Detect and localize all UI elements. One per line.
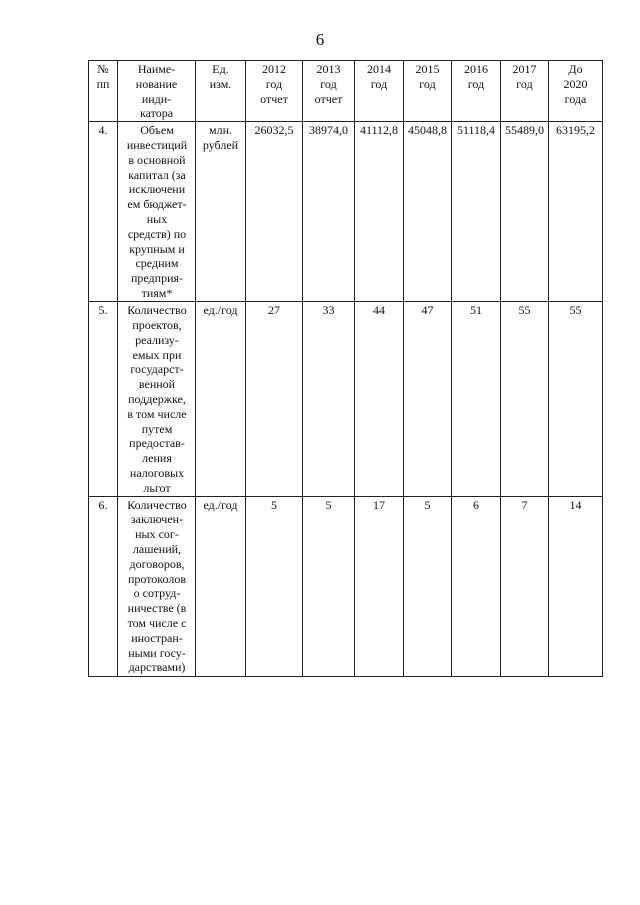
unit-cell: млн. рублей (196, 122, 246, 302)
indicators-table (88, 60, 603, 677)
value-2012: 27 (246, 302, 303, 496)
unit-cell: ед./год (196, 302, 246, 496)
header-cell-2014: 2014 год (355, 61, 404, 122)
value-2014: 44 (355, 302, 404, 496)
value-2013: 38974,0 (303, 122, 355, 302)
header-cell-2020: До 2020 года (549, 61, 603, 122)
header-cell-2016: 2016 год (452, 61, 501, 122)
value-2012: 5 (246, 496, 303, 676)
value-2015: 5 (404, 496, 452, 676)
value-2020: 14 (549, 496, 603, 676)
value-2013: 5 (303, 496, 355, 676)
header-cell-unit: Ед. изм. (196, 61, 246, 122)
value-2012: 26032,5 (246, 122, 303, 302)
table-row (89, 496, 603, 676)
header-cell-2017: 2017 год (501, 61, 549, 122)
page-number: 6 (315, 30, 325, 49)
value-2017: 7 (501, 496, 549, 676)
value-2016: 51 (452, 302, 501, 496)
row-number: 5. (89, 302, 118, 496)
header-row (89, 61, 603, 122)
value-2020: 63195,2 (549, 122, 603, 302)
header-cell-name: Наиме- нование инди- катора (118, 61, 196, 122)
value-2015: 45048,8 (404, 122, 452, 302)
value-2017: 55 (501, 302, 549, 496)
value-2014: 41112,8 (355, 122, 404, 302)
value-2020: 55 (549, 302, 603, 496)
indicator-name: Объем инвестиций в основной капитал (за исключени ем бюджет- ных средств) по крупным и средним предприя- тиям* (118, 122, 196, 302)
value-2017: 55489,0 (501, 122, 549, 302)
value-2014: 17 (355, 496, 404, 676)
value-2016: 6 (452, 496, 501, 676)
row-number: 4. (89, 122, 118, 302)
row-number: 6. (89, 496, 118, 676)
indicator-name: Количество заключен- ных сог- лашений, договоров, протоколов о сотруд- ничестве (в том числе с иностран- ными госу- дарствами) (118, 496, 196, 676)
table-row (89, 302, 603, 496)
header-cell-2012: 2012 год отчет (246, 61, 303, 122)
table-row (89, 122, 603, 302)
value-2015: 47 (404, 302, 452, 496)
header-cell-2013: 2013 год отчет (303, 61, 355, 122)
header-cell-2015: 2015 год (404, 61, 452, 122)
header-cell-number: № пп (89, 61, 118, 122)
indicator-name: Количество проектов, реализу- емых при государст- венной поддержке, в том числе путем предостав- ления налоговых льгот (118, 302, 196, 496)
value-2016: 51118,4 (452, 122, 501, 302)
value-2013: 33 (303, 302, 355, 496)
unit-cell: ед./год (196, 496, 246, 676)
